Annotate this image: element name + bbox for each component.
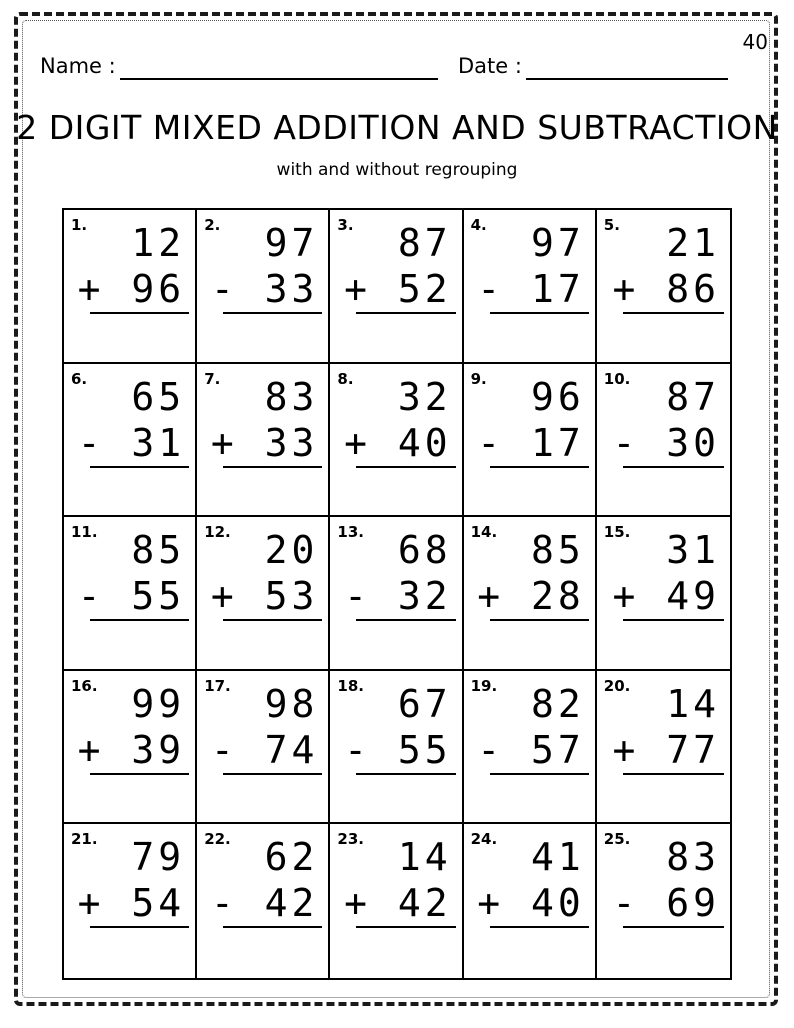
answer-line bbox=[90, 312, 189, 314]
answer-line bbox=[623, 312, 724, 314]
problem-number: 7. bbox=[204, 369, 221, 388]
problem-top-operand: 41 bbox=[531, 835, 585, 880]
problem-bottom-operand: + 40 bbox=[344, 420, 452, 465]
problem-number: 1. bbox=[71, 216, 88, 234]
problem-bottom-operand: + 86 bbox=[612, 267, 720, 311]
name-label: Name : bbox=[40, 54, 116, 78]
header-fields bbox=[40, 52, 740, 86]
problem-number: 15. bbox=[603, 523, 631, 542]
problem-cell[interactable] bbox=[464, 517, 597, 671]
problem-number: 20. bbox=[603, 676, 631, 695]
problem-number: 22. bbox=[204, 830, 231, 849]
problem-bottom-operand: - 17 bbox=[477, 267, 585, 311]
problem-cell[interactable] bbox=[330, 210, 463, 364]
problem-bottom-operand: + 33 bbox=[210, 420, 319, 465]
problem-top-operand: 87 bbox=[397, 221, 452, 265]
problem-cell[interactable] bbox=[464, 824, 597, 978]
problem-cell[interactable] bbox=[464, 671, 597, 825]
answer-line bbox=[223, 773, 322, 775]
answer-line bbox=[356, 926, 455, 928]
problem-number: 10. bbox=[603, 369, 631, 388]
problem-number: 9. bbox=[470, 369, 487, 388]
problem-bottom-operand: + 53 bbox=[210, 574, 319, 619]
problem-top-operand: 32 bbox=[397, 374, 452, 419]
problem-bottom-operand: - 69 bbox=[612, 881, 720, 926]
answer-line bbox=[223, 466, 322, 468]
problem-cell[interactable] bbox=[464, 210, 597, 364]
problem-cell[interactable] bbox=[64, 210, 197, 364]
problem-bottom-operand: + 28 bbox=[477, 574, 585, 619]
answer-line bbox=[623, 773, 724, 775]
answer-line bbox=[223, 619, 322, 621]
answer-line bbox=[356, 466, 455, 468]
problem-top-operand: 14 bbox=[397, 835, 452, 880]
problem-bottom-operand: + 40 bbox=[477, 881, 585, 926]
problem-top-operand: 85 bbox=[531, 528, 585, 573]
problem-top-operand: 67 bbox=[397, 681, 452, 726]
answer-line bbox=[490, 466, 589, 468]
problem-number: 5. bbox=[603, 216, 620, 234]
problem-top-operand: 87 bbox=[666, 374, 720, 419]
problem-cell[interactable] bbox=[64, 364, 197, 518]
problem-top-operand: 96 bbox=[531, 374, 585, 419]
name-field[interactable] bbox=[120, 78, 438, 80]
answer-line bbox=[90, 466, 189, 468]
problem-cell[interactable] bbox=[597, 517, 730, 671]
problem-cell[interactable] bbox=[197, 210, 330, 364]
answer-line bbox=[356, 619, 455, 621]
problem-cell[interactable] bbox=[64, 824, 197, 978]
answer-line bbox=[490, 773, 589, 775]
problem-top-operand: 14 bbox=[666, 681, 720, 726]
problem-bottom-operand: - 30 bbox=[612, 420, 720, 465]
problem-top-operand: 21 bbox=[666, 221, 720, 265]
problem-number: 18. bbox=[337, 676, 364, 695]
problem-top-operand: 85 bbox=[131, 528, 186, 573]
answer-line bbox=[90, 619, 189, 621]
problem-cell[interactable] bbox=[330, 364, 463, 518]
problem-number: 13. bbox=[337, 523, 364, 542]
problem-cell[interactable] bbox=[330, 671, 463, 825]
answer-line bbox=[623, 619, 724, 621]
problem-top-operand: 98 bbox=[264, 681, 319, 726]
problem-grid bbox=[62, 208, 732, 980]
problem-bottom-operand: - 42 bbox=[210, 881, 319, 926]
problem-cell[interactable] bbox=[330, 824, 463, 978]
problem-top-operand: 68 bbox=[397, 528, 452, 573]
problem-top-operand: 82 bbox=[531, 681, 585, 726]
problem-bottom-operand: - 55 bbox=[344, 727, 452, 772]
problem-cell[interactable] bbox=[197, 517, 330, 671]
answer-line bbox=[223, 312, 322, 314]
problem-number: 11. bbox=[71, 523, 98, 542]
problem-cell[interactable] bbox=[597, 210, 730, 364]
answer-line bbox=[90, 926, 189, 928]
date-field[interactable] bbox=[526, 78, 728, 80]
worksheet-subtitle: with and without regrouping bbox=[276, 160, 518, 180]
problem-cell[interactable] bbox=[597, 824, 730, 978]
problem-cell[interactable] bbox=[597, 364, 730, 518]
answer-line bbox=[223, 926, 322, 928]
problem-top-operand: 65 bbox=[131, 374, 186, 419]
answer-line bbox=[90, 773, 189, 775]
problem-cell[interactable] bbox=[464, 364, 597, 518]
problem-bottom-operand: + 52 bbox=[344, 267, 452, 311]
problem-bottom-operand: + 42 bbox=[344, 881, 452, 926]
problem-top-operand: 79 bbox=[131, 835, 186, 880]
problem-number: 24. bbox=[470, 830, 498, 849]
answer-line bbox=[356, 773, 455, 775]
answer-line bbox=[623, 926, 724, 928]
problem-number: 3. bbox=[337, 216, 354, 234]
problem-number: 19. bbox=[470, 676, 498, 695]
problem-number: 16. bbox=[71, 676, 98, 695]
problem-top-operand: 31 bbox=[666, 528, 720, 573]
problem-cell[interactable] bbox=[197, 671, 330, 825]
answer-line bbox=[623, 466, 724, 468]
problem-number: 6. bbox=[71, 369, 88, 388]
problem-number: 23. bbox=[337, 830, 364, 849]
problem-top-operand: 97 bbox=[264, 221, 319, 265]
problem-number: 12. bbox=[204, 523, 231, 542]
problem-bottom-operand: - 74 bbox=[210, 727, 319, 772]
problem-number: 17. bbox=[204, 676, 231, 695]
problem-bottom-operand: - 33 bbox=[210, 267, 319, 311]
answer-line bbox=[490, 926, 589, 928]
problem-top-operand: 20 bbox=[264, 528, 319, 573]
problem-number: 14. bbox=[470, 523, 498, 542]
worksheet-title: 2 DIGIT MIXED ADDITION AND SUBTRACTION bbox=[16, 108, 778, 147]
problem-cell[interactable] bbox=[597, 671, 730, 825]
problem-bottom-operand: + 49 bbox=[612, 574, 720, 619]
problem-top-operand: 62 bbox=[264, 835, 319, 880]
problem-number: 4. bbox=[470, 216, 487, 234]
problem-bottom-operand: - 57 bbox=[477, 727, 585, 772]
answer-line bbox=[490, 312, 589, 314]
problem-cell[interactable] bbox=[64, 517, 197, 671]
problem-bottom-operand: - 32 bbox=[344, 574, 452, 619]
answer-line bbox=[490, 619, 589, 621]
problem-top-operand: 83 bbox=[666, 835, 720, 880]
problem-bottom-operand: - 17 bbox=[477, 420, 585, 465]
problem-bottom-operand: + 54 bbox=[77, 881, 186, 926]
problem-number: 25. bbox=[603, 830, 631, 849]
problem-cell[interactable] bbox=[330, 517, 463, 671]
page-number: 40 bbox=[742, 30, 768, 54]
problem-bottom-operand: + 96 bbox=[77, 267, 186, 311]
problem-top-operand: 97 bbox=[531, 221, 585, 265]
problem-top-operand: 12 bbox=[131, 221, 186, 265]
problem-bottom-operand: + 77 bbox=[612, 727, 720, 772]
date-label: Date : bbox=[458, 54, 522, 78]
problem-bottom-operand: - 55 bbox=[77, 574, 186, 619]
answer-line bbox=[356, 312, 455, 314]
problem-bottom-operand: - 31 bbox=[77, 420, 186, 465]
problem-top-operand: 83 bbox=[264, 374, 319, 419]
problem-number: 8. bbox=[337, 369, 354, 388]
problem-cell[interactable] bbox=[197, 824, 330, 978]
problem-bottom-operand: + 39 bbox=[77, 727, 186, 772]
problem-number: 21. bbox=[71, 830, 98, 849]
problem-top-operand: 99 bbox=[131, 681, 186, 726]
problem-number: 2. bbox=[204, 216, 221, 234]
problem-cell[interactable] bbox=[64, 671, 197, 825]
problem-cell[interactable] bbox=[197, 364, 330, 518]
